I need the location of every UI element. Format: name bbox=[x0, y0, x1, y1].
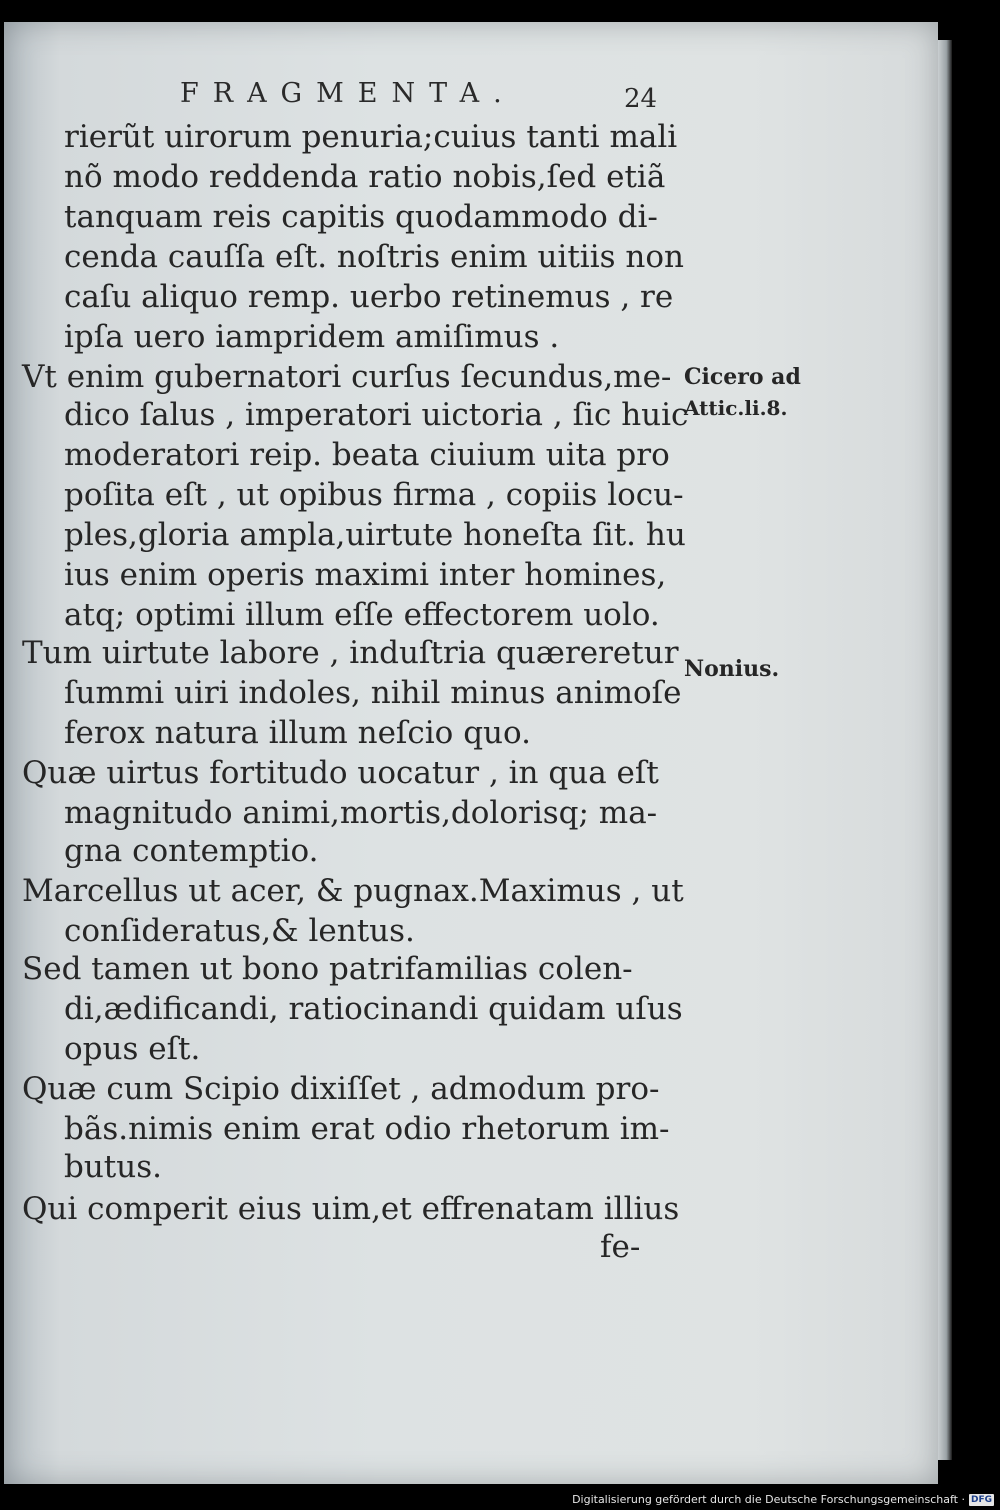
text-line: ipſa uero iampridem amiſimus . bbox=[64, 319, 560, 355]
text-line: atq; optimi illum eſſe effectorem uolo. bbox=[64, 597, 660, 633]
text-line: rierũt uirorum penuria;cuius tanti mali bbox=[64, 119, 678, 155]
text-line: Vt enim gubernatori curſus ſecundus,me- bbox=[22, 359, 672, 395]
text-line: gna contemptio. bbox=[64, 833, 319, 869]
text-line: ſummi uiri indoles, nihil minus animoſe bbox=[64, 675, 682, 711]
text-line: ius enim operis maximi inter homines, bbox=[64, 557, 667, 593]
margin-note-nonius: Nonius. bbox=[684, 656, 780, 682]
page-number: 24 bbox=[624, 84, 658, 114]
dfg-logo-icon: DFG bbox=[970, 1494, 992, 1505]
text-line: poſita eſt , ut opibus firma , copiis locu- bbox=[64, 477, 684, 513]
text-line: dico ſalus , imperatori uictoria , ſic huic bbox=[64, 397, 689, 433]
margin-note-cicero-1: Cicero ad bbox=[684, 364, 801, 390]
text-line: Quæ cum Scipio dixiſſet , admodum pro- bbox=[22, 1071, 660, 1107]
text-line: cenda cauſſa eſt. noſtris enim uitiis non bbox=[64, 239, 684, 275]
text-line: nõ modo reddenda ratio nobis,ſed etiã bbox=[64, 159, 666, 195]
text-line: fe- bbox=[600, 1229, 641, 1265]
text-line: ples,gloria ampla,uirtute honeſta ſit. hu bbox=[64, 517, 686, 553]
margin-note-cicero-2: Attic.li.8. bbox=[684, 396, 788, 420]
footer-credit bbox=[572, 1493, 994, 1506]
text-line: Quæ uirtus fortitudo uocatur , in qua eſt bbox=[22, 755, 659, 791]
text-line: conſideratus,& lentus. bbox=[64, 913, 415, 949]
text-line: Sed tamen ut bono patrifamilias colen- bbox=[22, 951, 633, 987]
text-line: ferox natura illum neſcio quo. bbox=[64, 715, 531, 751]
text-line: tanquam reis capitis quodammodo di- bbox=[64, 199, 658, 235]
text-line: butus. bbox=[64, 1149, 162, 1185]
text-line: bãs.nimis enim erat odio rhetorum im- bbox=[64, 1111, 670, 1147]
text-line: Qui comperit eius uim,et effrenatam illius bbox=[22, 1191, 680, 1227]
page-edge bbox=[938, 40, 952, 1460]
running-title: FRAGMENTA. bbox=[180, 78, 516, 109]
text-line: magnitudo animi,mortis,dolorisq; ma- bbox=[64, 795, 658, 831]
text-line: di,ædificandi, ratiocinandi quidam uſus bbox=[64, 991, 683, 1027]
text-line: Tum uirtute labore , induſtria quæreretur bbox=[22, 635, 679, 671]
footer-credit-text: Digitalisierung gefördert durch die Deutsche Forschungsgemeinschaft · bbox=[572, 1493, 965, 1506]
text-line: caſu aliquo remp. uerbo retinemus , re bbox=[64, 279, 674, 315]
text-line: Marcellus ut acer, & pugnax.Maximus , ut bbox=[22, 873, 684, 909]
text-line: moderatori reip. beata ciuium uita pro bbox=[64, 437, 670, 473]
text-line: opus eſt. bbox=[64, 1031, 201, 1067]
